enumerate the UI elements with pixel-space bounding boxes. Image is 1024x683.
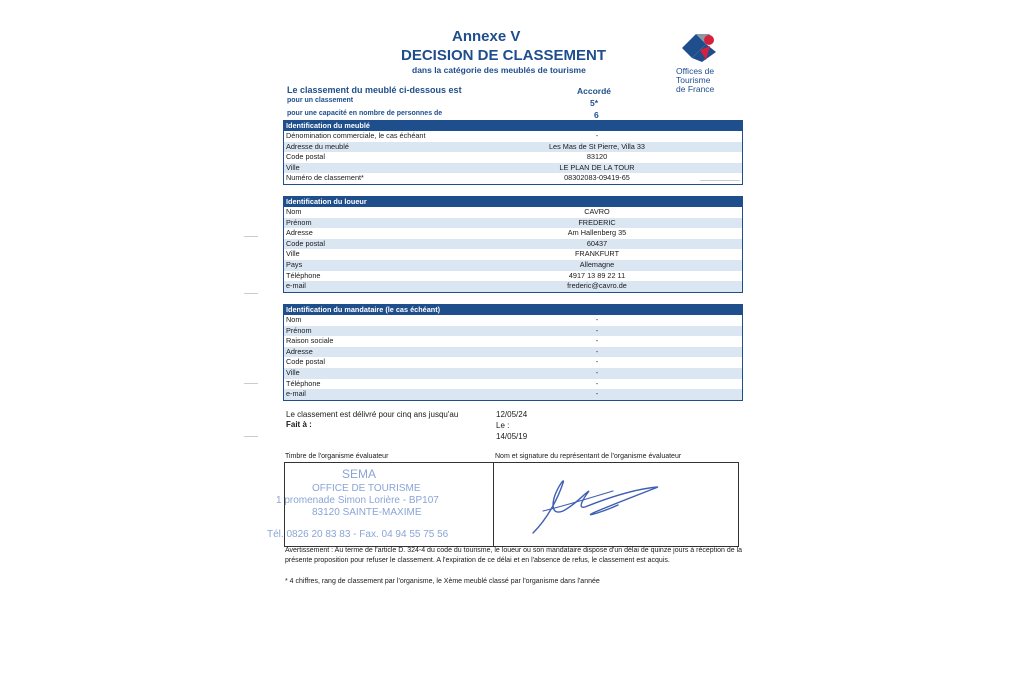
row-value: - [595, 336, 599, 346]
document-heading: DECISION DE CLASSEMENT [401, 47, 607, 64]
stamp-text: 83120 SAINTE-MAXIME [312, 507, 422, 518]
table-row [284, 347, 742, 358]
row-label: Téléphone [286, 270, 321, 280]
row-label: Dénomination commerciale, le cas échéant [286, 131, 426, 140]
row-value: Les Mas de St Pierre, Villa 33 [549, 141, 645, 151]
logo-mark-icon [676, 30, 722, 66]
loueur-rows [284, 207, 742, 292]
row-value: 4917 13 89 22 11 [568, 270, 626, 280]
warning-note: Avertissement : Au terme de l'article D. 324-4 du code du tourisme, le loueur ou son mandataire dispose d'un délai de quinze jours à réception de la présente proposition pour refuser le classement. A l'expiration de ce délai et en l'absence de refus, le classement est acquis. [285, 547, 743, 564]
scan-mark [244, 436, 258, 437]
table-row [284, 207, 742, 218]
classification-status: Accordé [577, 86, 612, 96]
row-value: frederic@cavro.de [567, 281, 627, 291]
row-label: Numéro de classement* [286, 173, 364, 183]
row-label: Nom [286, 207, 302, 216]
handwritten-signature [493, 463, 738, 546]
row-label: Ville [286, 367, 300, 377]
row-value: - [595, 389, 599, 399]
table-row [284, 249, 742, 260]
logo-line: de France [676, 84, 715, 94]
stamp-text: SEMA [342, 467, 377, 481]
table-row [284, 271, 742, 282]
signature-label: Nom et signature du représentant de l'organisme évaluateur [495, 453, 682, 460]
row-value: FREDERIC [578, 217, 616, 227]
footnote: * 4 chiffres, rang de classement par l'organisme, le Xème meublé classé par l'organisme dans l'année [285, 578, 600, 585]
row-value: - [595, 131, 599, 140]
row-label: e-mail [286, 389, 306, 399]
row-label: Code postal [286, 152, 325, 162]
row-value: LE PLAN DE LA TOUR [559, 162, 635, 172]
section-heading: Identification du mandataire (le cas échéant) [284, 305, 742, 315]
table-row [284, 336, 742, 347]
table-row [284, 315, 742, 326]
table-row [284, 228, 742, 239]
row-label: Code postal [286, 238, 325, 248]
document-title: Annexe V [452, 28, 521, 45]
issue-date: 14/05/19 [496, 432, 528, 441]
row-label: Adresse [286, 346, 313, 356]
row-label: Prénom [286, 325, 312, 335]
capacity-value: 6 [594, 110, 599, 120]
scan-mark [244, 236, 258, 237]
logo-line: Offices de [676, 66, 715, 76]
classification-type-label: pour un classement [287, 97, 354, 104]
date-label: Le : [496, 421, 510, 430]
row-label: e-mail [286, 281, 306, 291]
row-value: 83120 [586, 152, 608, 162]
offices-de-tourisme-logo [670, 30, 740, 71]
loueur-section [283, 196, 743, 293]
row-value: - [595, 346, 599, 356]
row-label: Adresse [286, 228, 313, 238]
row-label: Adresse du meublé [286, 141, 349, 151]
validity-date: 12/05/24 [496, 410, 528, 419]
table-row [284, 173, 742, 184]
table-row [284, 379, 742, 390]
mandataire-section [283, 304, 743, 401]
table-row [284, 326, 742, 337]
row-label: Ville [286, 249, 300, 259]
section-heading: Identification du meublé [284, 121, 742, 131]
row-label: Raison sociale [286, 336, 334, 346]
scan-mark [244, 293, 258, 294]
validity-label: Le classement est délivré pour cinq ans jusqu'au [286, 410, 459, 419]
row-value: - [595, 315, 599, 324]
row-value: 08302083-09419-65 [564, 173, 630, 183]
table-row [284, 163, 742, 174]
row-value: FRANKFURT [574, 249, 620, 259]
table-row [284, 218, 742, 229]
document-subheading: dans la catégorie des meublés de tourisme [412, 65, 586, 75]
row-label: Nom [286, 315, 302, 324]
logo-line: Tourisme [676, 75, 711, 85]
scan-mark [700, 180, 740, 181]
row-value: Am Hallenberg 35 [567, 228, 627, 238]
row-value: - [595, 378, 599, 388]
row-label: Ville [286, 162, 300, 172]
table-row [284, 281, 742, 292]
stamp-text: Tél. 0826 20 83 83 - Fax. 04 94 55 75 56 [267, 529, 449, 540]
table-row [284, 142, 742, 153]
row-label: Prénom [286, 217, 312, 227]
scan-mark [244, 383, 258, 384]
row-value: CAVRO [584, 207, 610, 216]
signature-box [493, 462, 739, 547]
table-row [284, 260, 742, 271]
row-value: - [595, 325, 599, 335]
meuble-rows [284, 131, 742, 184]
place-label: Fait à : [286, 420, 312, 429]
table-row [284, 152, 742, 163]
logo-text [676, 67, 714, 94]
table-row [284, 239, 742, 250]
table-row [284, 131, 742, 142]
table-row [284, 368, 742, 379]
table-row [284, 389, 742, 400]
row-value: Allemagne [579, 259, 615, 269]
stamp-text: OFFICE DE TOURISME [312, 483, 421, 494]
meuble-section [283, 120, 743, 185]
classification-intro: Le classement du meublé ci-dessous est [287, 85, 462, 95]
stamp-label: Timbre de l'organisme évaluateur [285, 453, 389, 460]
row-value: - [595, 357, 599, 367]
classification-stars: 5* [590, 98, 599, 108]
mandataire-rows [284, 315, 742, 400]
stamp-text: 1 promenade Simon Lorière - BP107 [276, 495, 439, 506]
row-label: Pays [286, 259, 303, 269]
row-value: - [595, 367, 599, 377]
row-label: Téléphone [286, 378, 321, 388]
capacity-label: pour une capacité en nombre de personnes de [287, 110, 443, 117]
section-heading: Identification du loueur [284, 197, 742, 207]
row-value: 60437 [586, 238, 608, 248]
table-row [284, 357, 742, 368]
row-label: Code postal [286, 357, 325, 367]
